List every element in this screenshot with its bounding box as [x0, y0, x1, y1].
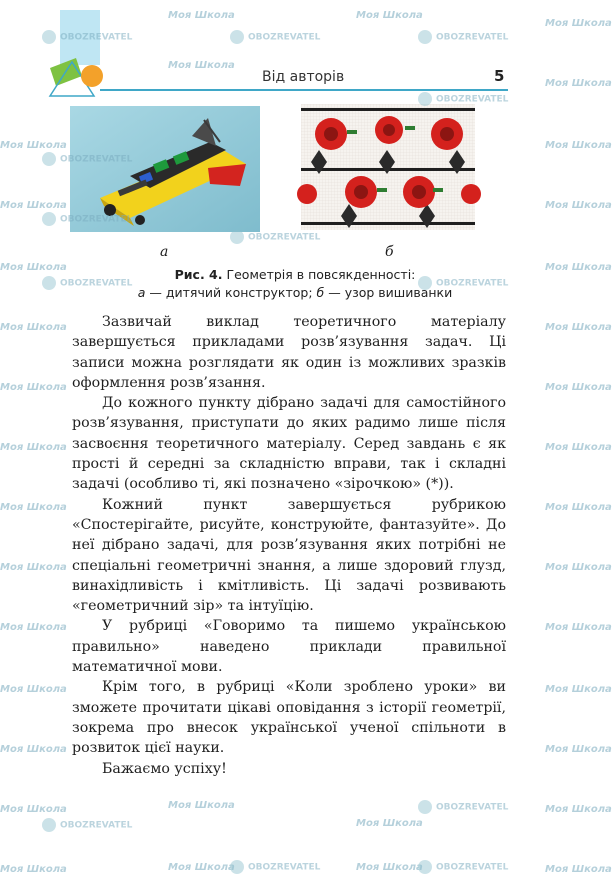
watermark-school: Моя Школа	[0, 744, 67, 755]
watermark-school: Моя Школа	[545, 622, 612, 633]
watermark-school: Моя Школа	[545, 864, 612, 875]
watermark-school: Моя Школа	[545, 804, 612, 815]
watermark-obozrevatel: OBOZREVATEL	[42, 30, 132, 44]
watermark-school: Моя Школа	[0, 622, 67, 633]
watermark-school: Моя Школа	[168, 10, 235, 21]
watermark-school: Моя Школа	[545, 562, 612, 573]
watermark-school: Моя Школа	[545, 140, 612, 151]
watermark-school: Моя Школа	[545, 200, 612, 211]
watermark-school: Моя Школа	[545, 78, 612, 89]
watermark-school: Моя Школа	[0, 140, 67, 151]
running-header-title: Від авторів	[262, 69, 345, 85]
watermark-school: Моя Школа	[168, 862, 235, 873]
paragraph: До кожного пункту дібрано задачі для самостійного розв’язування, приступати до яких радимо лише після засвоєння теоретичного матеріалу. Серед завдань є як прості й середні за складністю вправи, так і складні задачі (особливо ті, які позначено «зірочкою» (*)).	[72, 395, 506, 493]
watermark-school: Моя Школа	[545, 442, 612, 453]
figure-caption-b-text: — узор вишиванки	[328, 285, 453, 300]
corner-geometry-decoration	[42, 10, 112, 100]
watermark-obozrevatel: OBOZREVATEL	[230, 860, 320, 874]
watermark-school: Моя Школа	[545, 262, 612, 273]
figure-caption-a: а	[137, 285, 146, 300]
watermark-school: Моя Школа	[0, 502, 67, 513]
paragraph: У рубриці «Говоримо та пишемо українською правильно» наведено приклади правильної математичної мови.	[72, 618, 506, 676]
watermark-school: Моя Школа	[545, 502, 612, 513]
watermark-school: Моя Школа	[168, 60, 235, 71]
watermark-school: Моя Школа	[356, 862, 423, 873]
watermark-school: Моя Школа	[545, 684, 612, 695]
paragraph: Бажаємо успіху!	[102, 760, 227, 777]
header-divider	[100, 89, 508, 91]
watermark-obozrevatel: OBOZREVATEL	[418, 860, 508, 874]
figure-caption-number: Рис. 4.	[174, 267, 223, 282]
watermark-obozrevatel: OBOZREVATEL	[230, 230, 320, 244]
watermark-obozrevatel: OBOZREVATEL	[418, 30, 508, 44]
watermark-obozrevatel: OBOZREVATEL	[42, 212, 132, 226]
authors-foreword-text	[72, 312, 506, 779]
watermark-school: Моя Школа	[0, 262, 67, 273]
watermark-school: Моя Школа	[545, 744, 612, 755]
paragraph: Зазвичай виклад теоретичного матеріалу завершується прикладами розв’язування задач. Ці записи можна розглядати як один із можливих зразків оформлення розв’язання.	[72, 314, 506, 391]
figure-caption-b: б	[316, 285, 325, 300]
watermark-school: Моя Школа	[0, 562, 67, 573]
watermark-school: Моя Школа	[0, 864, 67, 875]
figure-caption-title: Геометрія в повсякденності:	[226, 267, 416, 282]
embroidery-pattern-photo	[301, 104, 475, 230]
figure-label-a: а	[160, 244, 169, 260]
figure-caption-a-text: — дитячий конструктор;	[149, 285, 313, 300]
watermark-obozrevatel: OBOZREVATEL	[230, 30, 320, 44]
paragraph: Кожний пункт завершується рубрикою «Спостерігайте, рисуйте, конструюйте, фантазуйте». До неї дібрано задачі, для розв’язування яких потрібні не спеціальні геометричні знання, а лише здоровий глузд, винахідливість і кмітливість. Ці задачі розвивають «геометричний зір» та інтуїцію.	[72, 496, 506, 615]
watermark-obozrevatel: OBOZREVATEL	[418, 276, 508, 290]
watermark-school: Моя Школа	[0, 804, 67, 815]
figure-label-b: б	[385, 244, 394, 260]
paragraph: Крім того, в рубриці «Коли зроблено уроки» ви зможете прочитати цікаві оповідання з історії геометрії, зокрема про внесок української ученої спільноти в розвиток цієї науки.	[72, 679, 506, 757]
watermark-obozrevatel: OBOZREVATEL	[418, 800, 508, 814]
watermark-school: Моя Школа	[545, 18, 612, 29]
watermark-school: Моя Школа	[0, 382, 67, 393]
watermark-school: Моя Школа	[0, 684, 67, 695]
watermark-school: Моя Школа	[545, 322, 612, 333]
watermark-obozrevatel: OBOZREVATEL	[42, 276, 132, 290]
watermark-obozrevatel: OBOZREVATEL	[42, 818, 132, 832]
watermark-school: Моя Школа	[0, 322, 67, 333]
watermark-school: Моя Школа	[0, 200, 67, 211]
watermark-school: Моя Школа	[356, 10, 423, 21]
watermark-obozrevatel: OBOZREVATEL	[418, 92, 508, 106]
watermark-school: Моя Школа	[168, 800, 235, 811]
page-number: 5	[494, 67, 505, 85]
watermark-school: Моя Школа	[356, 818, 423, 829]
watermark-school: Моя Школа	[0, 442, 67, 453]
watermark-obozrevatel: OBOZREVATEL	[42, 152, 132, 166]
watermark-school: Моя Школа	[545, 382, 612, 393]
